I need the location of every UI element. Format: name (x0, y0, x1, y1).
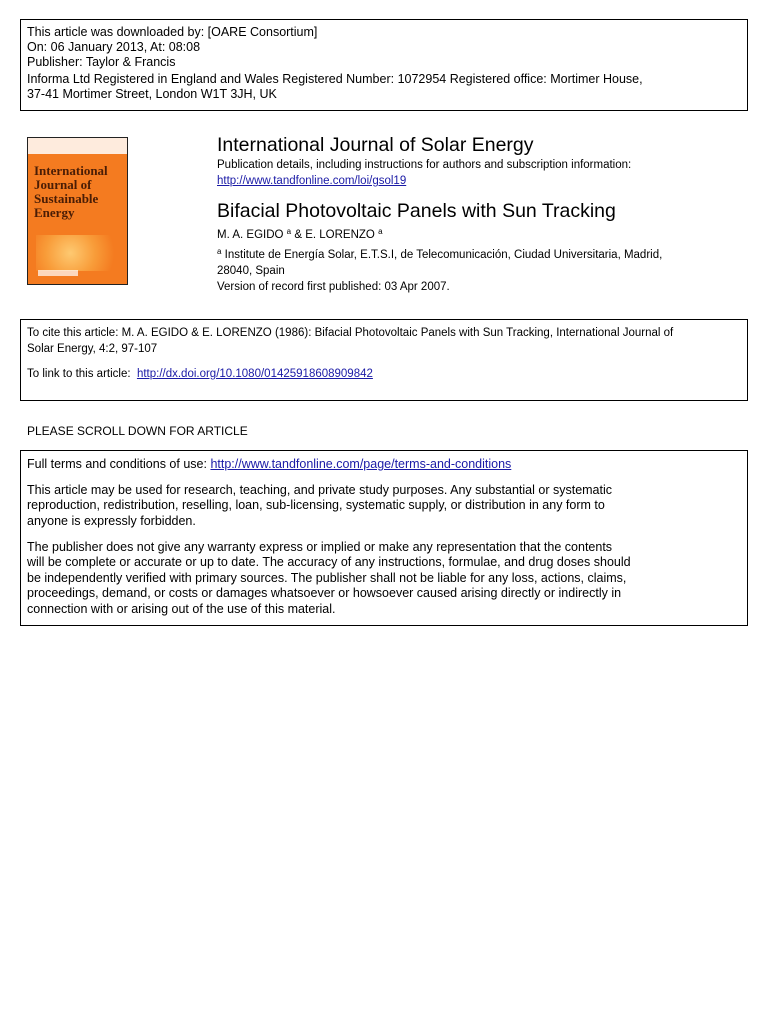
usage-para-line3: anyone is expressly forbidden. (27, 514, 196, 528)
warranty-para-line3: be independently verified with primary sources. The publisher shall not be liable for any loss, actions, claims, (27, 571, 627, 585)
affiliation-sup: a (217, 247, 222, 256)
journal-url-link[interactable]: http://www.tandfonline.com/loi/gsol19 (217, 175, 407, 187)
cite-line1: To cite this article: M. A. EGIDO & E. LORENZO (1986): Bifacial Photovoltaic Panels with Sun Tracking, International Journal of (27, 327, 674, 339)
cover-title: International Journal of Sustainable Energy (34, 163, 108, 220)
terms-label: Full terms and conditions of use: (27, 457, 207, 471)
scroll-down-notice: PLEASE SCROLL DOWN FOR ARTICLE (27, 424, 248, 438)
authors (217, 228, 383, 243)
link-to-article (27, 366, 745, 382)
journal-title: International Journal of Solar Energy (217, 134, 534, 156)
publication-details: Publication details, including instructions for authors and subscription information: (217, 159, 632, 171)
download-line: This article was downloaded by: [OARE Consortium] (27, 25, 318, 39)
warranty-para-line1: The publisher does not give any warranty express or implied or make any representation that the contents (27, 540, 613, 554)
author2-affil-sup: a (378, 227, 383, 236)
usage-para-line1: This article may be used for research, teaching, and private study purposes. Any substantial or systematic (27, 483, 613, 497)
publisher: Publisher: Taylor & Francis (27, 55, 176, 69)
journal-cover-image (27, 137, 128, 285)
version-of-record: Version of record first published: 03 Apr 2007. (217, 281, 450, 293)
affiliation-text: Institute de Energía Solar, E.T.S.I, de Telecomunicación, Ciudad Universitaria, Madrid, (224, 249, 663, 261)
affiliation-line2: 28040, Spain (217, 265, 285, 277)
article-title: Bifacial Photovoltaic Panels with Sun Tracking (217, 200, 616, 222)
affiliation-line1 (217, 248, 662, 263)
usage-para-line2: reproduction, redistribution, reselling, loan, sub-licensing, systematic supply, or distribution in any form to (27, 498, 605, 512)
author-egido[interactable]: M. A. EGIDO (217, 229, 284, 241)
author-affil-sup: a (286, 227, 292, 236)
terms-line (27, 457, 511, 472)
registered-office-line2: 37-41 Mortimer Street, London W1T 3JH, UK (27, 87, 277, 101)
cover-publisher-logo (38, 270, 78, 276)
link-label: To link to this article: (27, 368, 131, 380)
terms-url-link[interactable]: http://www.tandfonline.com/page/terms-and-conditions (210, 457, 512, 471)
cover-sun-graphic (36, 235, 122, 271)
warranty-para-line2: will be complete or accurate or up to date. The accuracy of any instructions, formulae, and drug doses should (27, 555, 631, 569)
warranty-para-line4: proceedings, demand, or costs or damages whatsoever or howsoever caused arising directly or indirectly in (27, 586, 622, 600)
cite-line2: Solar Energy, 4:2, 97-107 (27, 343, 158, 355)
download-date: On: 06 January 2013, At: 08:08 (27, 40, 201, 54)
warranty-para-line5: connection with or arising out of the use of this material. (27, 602, 336, 616)
registered-office-line1: Informa Ltd Registered in England and Wales Registered Number: 1072954 Registered office: Mortimer House, (27, 72, 643, 86)
doi-link[interactable]: http://dx.doi.org/10.1080/01425918608909842 (136, 368, 373, 380)
author-lorenzo[interactable]: & E. LORENZO (294, 229, 375, 241)
cover-header-strip (28, 138, 127, 154)
